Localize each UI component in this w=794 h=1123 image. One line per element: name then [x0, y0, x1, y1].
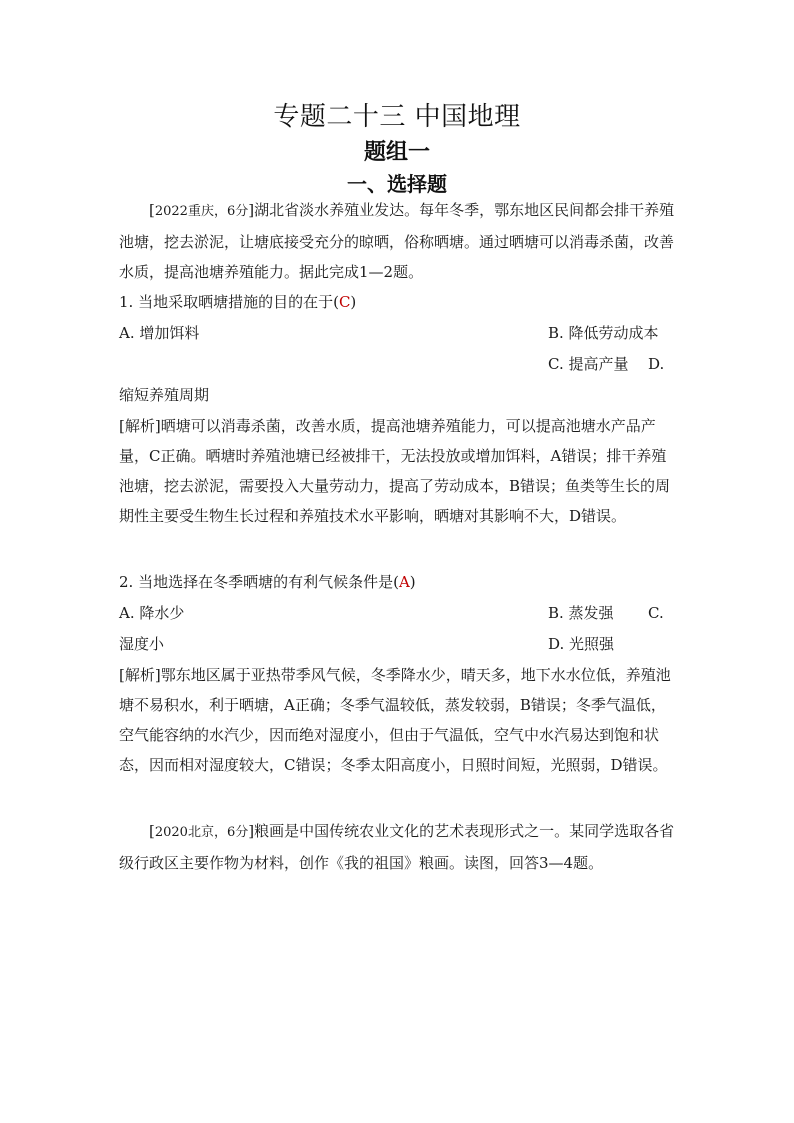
question-stem-text: 1. 当地采取晒塘措施的目的在于( — [119, 293, 339, 311]
question-2-stem — [119, 567, 416, 597]
question-2-analysis: [解析]鄂东地区属于亚热带季风气候，冬季降水少，晴天多，地下水水位低，养殖池塘不易积水，利于晒塘，A正确；冬季气温较低，蒸发较弱，B错误；冬季气温低，空气能容纳的水汽少，因而绝对湿度小，但由于气温低，空气中水汽易达到饱和状态，因而相对湿度较大，C错误；冬季太阳高度小，日照时间短，光照弱，D错误。 — [119, 666, 671, 774]
option-c: C. 提高产量 — [548, 355, 629, 373]
option-c-prefix: C. — [648, 604, 664, 622]
source-tag: 2020北京，6分 — [154, 825, 249, 840]
option-b: B. 蒸发强 — [548, 604, 614, 622]
trailing-punctuation: 。 — [588, 854, 604, 872]
option-a: A. 增加饵料 — [119, 324, 200, 342]
intro-passage-1 — [119, 195, 675, 287]
option-b: B. 降低劳动成本 — [548, 324, 659, 342]
section-heading: 一、选择题 — [347, 172, 447, 196]
group-heading: 题组一 — [363, 140, 430, 165]
intro-text: 粮画是中国传统农业文化的艺术表现形式之一。某同学选取各省级行政区主要作物为材料，创作《我的祖国》粮画。读图，回答3—4题 — [119, 822, 675, 872]
intro-passage-2 — [119, 816, 675, 878]
source-tag: 2022重庆，6分 — [154, 204, 249, 219]
option-d-text: 缩短养殖周期 — [119, 386, 210, 404]
source-close: ] — [248, 822, 255, 840]
question-stem-close: ) — [409, 573, 416, 591]
source-open: [ — [149, 822, 155, 840]
option-a: A. 降水少 — [119, 604, 185, 622]
question-1-analysis: [解析]晒塘可以消毒杀菌，改善水质，提高池塘养殖能力，可以提高池塘水产品产量，C正确。晒塘时养殖池塘已经被排干，无法投放或增加饵料，A错误；排干养殖池塘，挖去淤泥，需要投入大量劳动力，提高了劳动成本，B错误；鱼类等生长的周期性主要受生物生长过程和养殖技术水平影响，晒塘对其影响不大，D错误。 — [119, 417, 671, 525]
source-open: [ — [149, 201, 155, 219]
question-1-stem — [119, 287, 356, 317]
answer-letter: A — [398, 573, 410, 591]
option-d: D. 光照强 — [548, 635, 615, 653]
source-close: ] — [248, 201, 255, 219]
page-title: 专题二十三 中国地理 — [273, 102, 521, 132]
intro-text: 湖北省淡水养殖业发达。每年冬季，鄂东地区民间都会排干养殖池塘，挖去淤泥，让塘底接受充分的晾晒，俗称晒塘。通过晒塘可以消毒杀菌，改善水质，提高池塘养殖能力。据此完成1—2题。 — [119, 201, 675, 281]
option-c-text: 湿度小 — [119, 635, 165, 653]
question-stem-close: ) — [350, 293, 357, 311]
option-d-prefix: D. — [648, 355, 665, 373]
question-stem-text: 2. 当地选择在冬季晒塘的有利气候条件是( — [119, 573, 399, 591]
answer-letter: C — [338, 293, 351, 311]
